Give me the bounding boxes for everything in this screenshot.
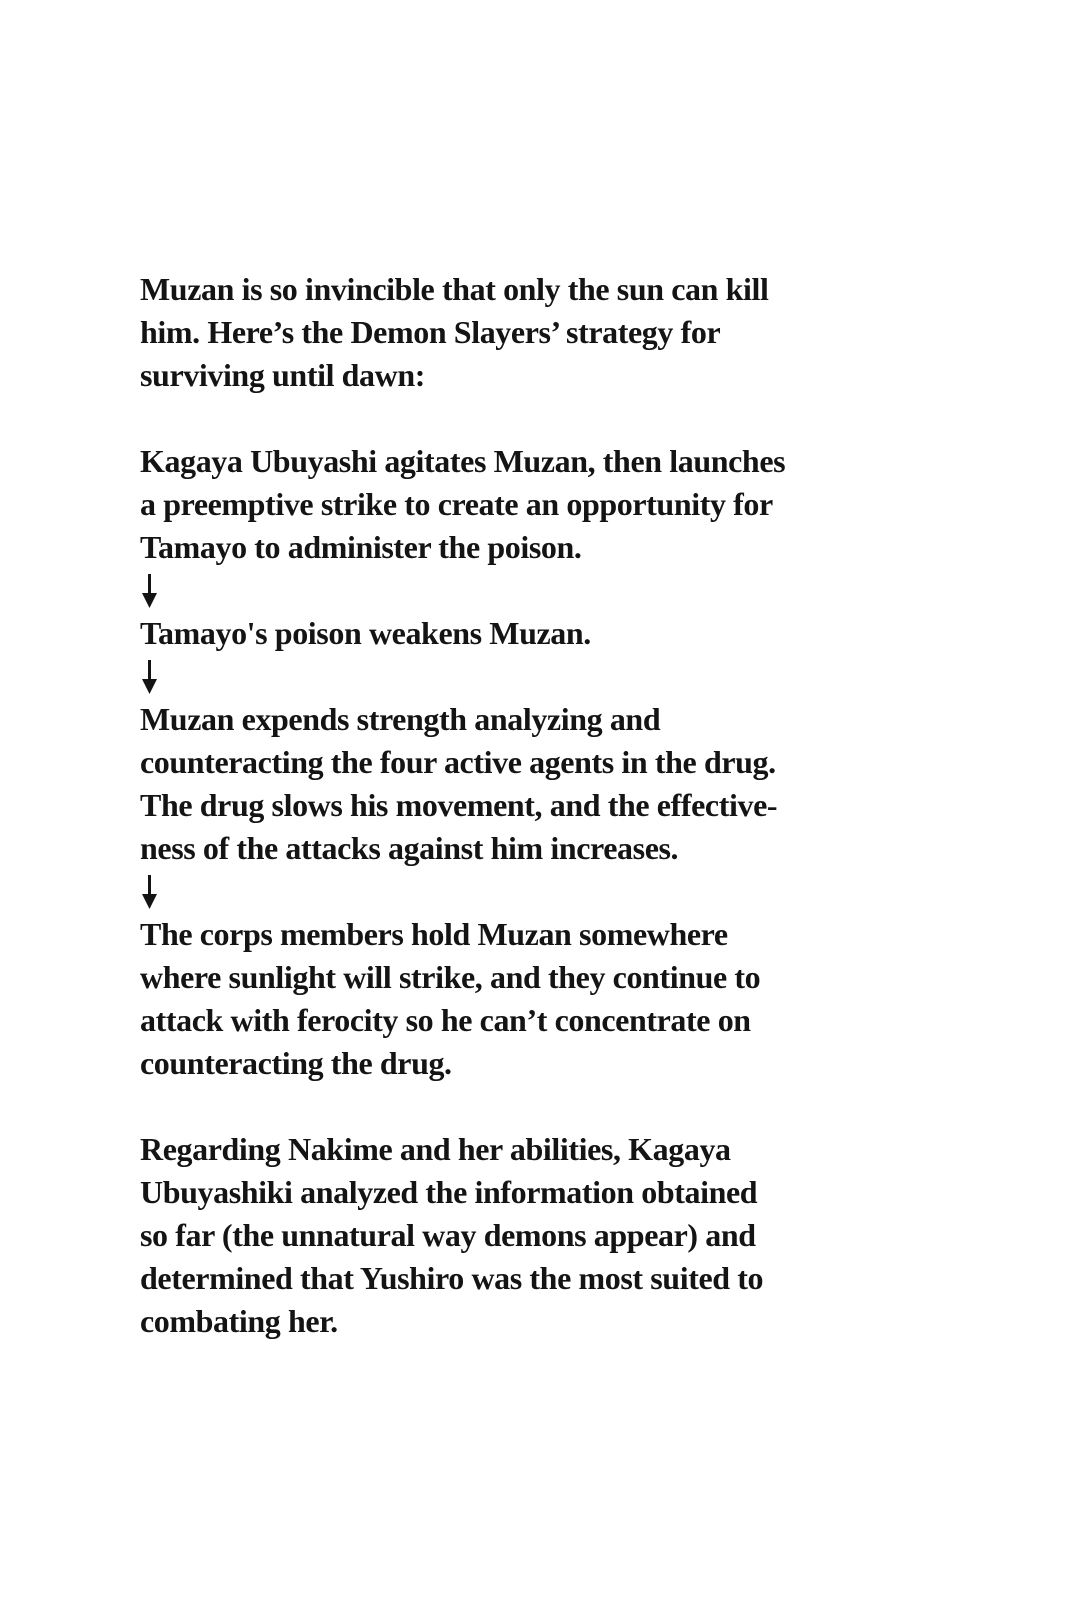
flow-arrow (140, 569, 940, 612)
down-arrow-icon (142, 574, 157, 608)
paragraph-intro (140, 268, 940, 397)
paragraph-strategy-step-2 (140, 612, 940, 655)
text-line: attack with ferocity so he can’t concentrate on (140, 1002, 751, 1038)
text-line: Ubuyashiki analyzed the information obtained (140, 1174, 758, 1210)
down-arrow-icon (142, 660, 157, 694)
down-arrow-icon (142, 875, 157, 909)
text-line: counteracting the four active agents in the drug. (140, 744, 776, 780)
text-line: Muzan is so invincible that only the sun can kill (140, 271, 769, 307)
paragraph-strategy-step-3 (140, 698, 940, 870)
paragraph-strategy-step-4 (140, 913, 940, 1085)
text-line: him. Here’s the Demon Slayers’ strategy for (140, 314, 721, 350)
text-column (140, 268, 940, 1343)
paragraph-strategy-step-1 (140, 440, 940, 569)
text-line: Muzan expends strength analyzing and (140, 701, 661, 737)
text-line: Kagaya Ubuyashi agitates Muzan, then launches (140, 443, 786, 479)
text-line: Tamayo to administer the poison. (140, 529, 582, 565)
flow-arrow (140, 655, 940, 698)
paragraph-nakime (140, 1128, 940, 1343)
text-line: Regarding Nakime and her abilities, Kagaya (140, 1131, 731, 1167)
text-line: The corps members hold Muzan somewhere (140, 916, 728, 952)
text-line: counteracting the drug. (140, 1045, 452, 1081)
text-line: ness of the attacks against him increases. (140, 830, 679, 866)
text-line: a preemptive strike to create an opportunity for (140, 486, 773, 522)
text-line: Tamayo's poison weakens Muzan. (140, 615, 591, 651)
flow-arrow (140, 870, 940, 913)
text-line: surviving until dawn: (140, 357, 426, 393)
text-line: The drug slows his movement, and the effective- (140, 787, 778, 823)
text-line: where sunlight will strike, and they continue to (140, 959, 761, 995)
text-line: so far (the unnatural way demons appear) and (140, 1217, 756, 1253)
text-line: combating her. (140, 1303, 338, 1339)
text-line: determined that Yushiro was the most suited to (140, 1260, 764, 1296)
